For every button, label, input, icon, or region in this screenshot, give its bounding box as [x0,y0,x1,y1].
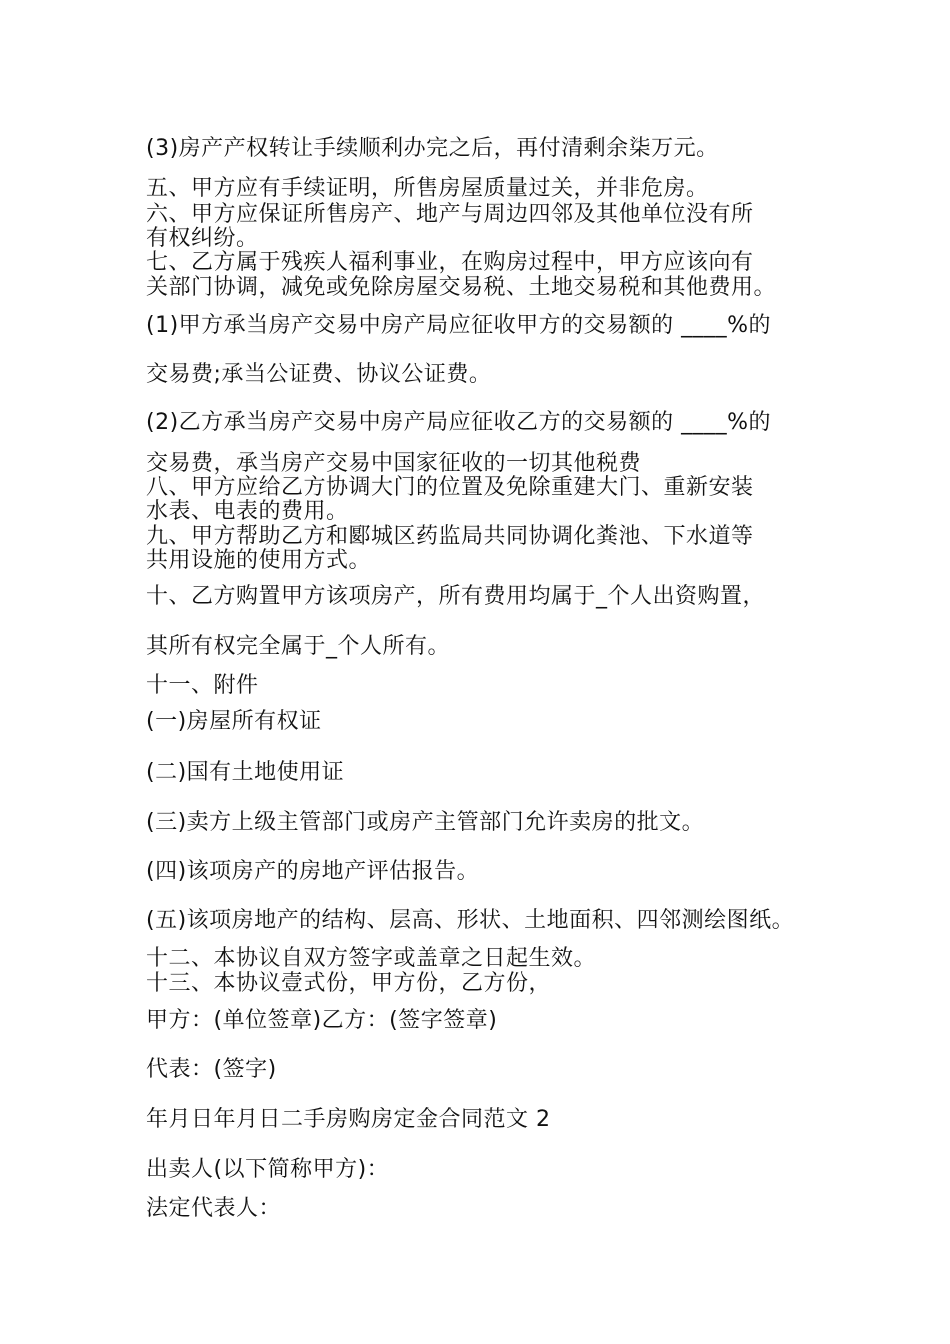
clause-3-payment: (3)房产产权转让手续顺利办完之后，再付清剩余柒万元。 [146,136,719,161]
clause-six-line-2: 有权纠纷。 [146,226,259,251]
clause-eight-line-1: 八、甲方应给乙方协调大门的位置及免除重建大门、重新安装 [146,475,754,500]
clause-ten-line-2: 其所有权完全属于_个人所有。 [146,634,451,659]
representative-signature: 代表：(签字) [146,1057,277,1082]
clause-ten-line-1: 十、乙方购置甲方该项房产，所有费用均属于_个人出资购置， [146,584,766,609]
clause-nine-line-2: 共用设施的使用方式。 [146,548,372,573]
attachment-5: (五)该项房地产的结构、层高、形状、土地面积、四邻测绘图纸。 [146,908,795,933]
date-and-next-title: 年月日年月日二手房购房定金合同范文 2 [146,1107,551,1132]
attachment-1: (一)房屋所有权证 [146,709,322,734]
seller-label: 出卖人(以下简称甲方)： [146,1157,390,1182]
clause-thirteen: 十三、本协议壹式份，甲方份，乙方份， [146,971,552,996]
attachment-2: (二)国有土地使用证 [146,760,345,785]
attachment-4: (四)该项房产的房地产评估报告。 [146,859,480,884]
clause-seven-sub-2-line-1: (2)乙方承当房产交易中房产局应征收乙方的交易额的 ____%的 [146,410,772,435]
clause-six-line-1: 六、甲方应保证所售房产、地产与周边四邻及其他单位没有所 [146,202,754,227]
clause-twelve: 十二、本协议自双方签字或盖章之日起生效。 [146,946,597,971]
legal-representative-label: 法定代表人： [146,1196,282,1221]
clause-seven-line-1: 七、乙方属于残疾人福利事业，在购房过程中，甲方应该向有 [146,250,754,275]
clause-eleven-heading: 十一、附件 [146,673,259,698]
clause-seven-sub-2-line-2: 交易费，承当房产交易中国家征收的一切其他税费 [146,451,642,476]
clause-eight-line-2: 水表、电表的费用。 [146,499,349,524]
clause-seven-sub-1-line-1: (1)甲方承当房产交易中房产局应征收甲方的交易额的 ____%的 [146,313,772,338]
clause-nine-line-1: 九、甲方帮助乙方和郾城区药监局共同协调化粪池、下水道等 [146,524,754,549]
clause-five: 五、甲方应有手续证明，所售房屋质量过关，并非危房。 [146,176,709,201]
clause-seven-line-2: 关部门协调，减免或免除房屋交易税、土地交易税和其他费用。 [146,275,777,300]
signature-parties: 甲方：(单位签章)乙方：(签字签章) [146,1008,498,1033]
clause-seven-sub-1-line-2: 交易费;承当公证费、协议公证费。 [146,362,492,387]
attachment-3: (三)卖方上级主管部门或房产主管部门允许卖房的批文。 [146,810,705,835]
